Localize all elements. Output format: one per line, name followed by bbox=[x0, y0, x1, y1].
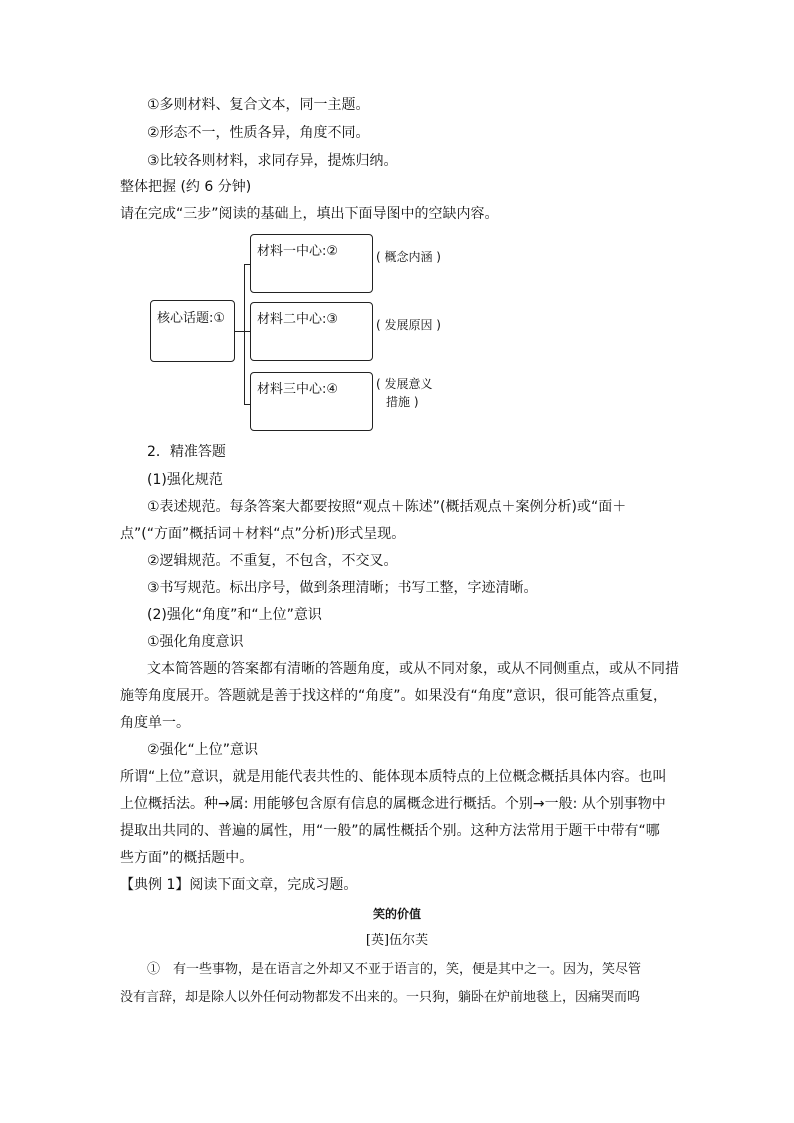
section2-p1-line1: ①表述规范。每条答案大都要按照“观点＋陈述”(概括观点＋案例分析)或“面＋ bbox=[147, 499, 627, 515]
intro-point-3: ③比较各则材料，求同存异，提炼归纳。 bbox=[147, 153, 398, 169]
article-author: [英]伍尔芙 bbox=[365, 933, 429, 948]
angle-line1: 文本简答题的答案都有清晰的答题角度，或从不同对象，或从不同侧重点，或从不同措 bbox=[147, 661, 679, 677]
material-1-note: ( 概念内涵 ) bbox=[376, 250, 441, 264]
upper-title: ②强化“上位”意识 bbox=[147, 742, 259, 758]
material-3-note-line2: 措施 ) bbox=[386, 395, 419, 409]
overall-instruction: 请在完成“三步”阅读的基础上，填出下面导图中的空缺内容。 bbox=[120, 206, 499, 222]
material-3-note-line1: ( 发展意义 bbox=[376, 377, 433, 391]
core-topic-label: 核心话题:① bbox=[157, 311, 226, 326]
connector-core bbox=[235, 331, 244, 332]
upper-line4: 些方面”的概括题中。 bbox=[120, 850, 254, 866]
material-2-box bbox=[250, 302, 373, 361]
overall-title: 整体把握 (约 6 分钟) bbox=[120, 179, 252, 195]
material-3-box bbox=[250, 372, 373, 431]
article-line2: 没有言辞，却是除人以外任何动物都发不出来的。一只狗，躺卧在炉前地毯上，因痛哭而呜 bbox=[120, 990, 641, 1005]
angle-line2: 施等角度展开。答题就是善于找这样的“角度”。如果没有“角度”意识，很可能答点重复， bbox=[120, 688, 668, 704]
upper-line1: 所谓“上位”意识，就是用能代表共性的、能体现本质特点的上位概念概括具体内容。也叫 bbox=[120, 769, 667, 785]
article-line1: ① 有一些事物，是在语言之外却又不亚于语言的，笑，便是其中之一。因为，笑尽管 bbox=[147, 962, 642, 977]
section2-p2: ②逻辑规范。不重复，不包含，不交叉。 bbox=[147, 553, 398, 569]
material-2-label: 材料二中心:③ bbox=[257, 312, 339, 327]
section2-sub2: (2)强化“角度”和“上位”意识 bbox=[147, 607, 322, 623]
material-3-label: 材料三中心:④ bbox=[257, 382, 339, 397]
core-topic-box bbox=[150, 300, 235, 362]
section2-sub1: (1)强化规范 bbox=[147, 472, 223, 488]
upper-line3: 提取出共同的、普遍的属性，用“一般”的属性概括个别。这种方法常用于题干中带有“哪 bbox=[120, 823, 660, 839]
material-1-label: 材料一中心:② bbox=[257, 244, 339, 259]
section2-heading: 2．精准答题 bbox=[147, 444, 226, 460]
section2-p1-line2: 点”(“方面”概括词＋材料“点”分析)形式呈现。 bbox=[120, 526, 406, 542]
article-title: 笑的价值 bbox=[372, 907, 421, 921]
material-2-note: ( 发展原因 ) bbox=[376, 318, 441, 332]
intro-point-2: ②形态不一，性质各异，角度不同。 bbox=[147, 125, 370, 141]
upper-line2: 上位概括法。种→属: 用能够包含原有信息的属概念进行概括。个别→一般: 从个别事物中 bbox=[120, 796, 666, 812]
intro-point-1: ①多则材料、复合文本，同一主题。 bbox=[147, 97, 370, 113]
connector-trunk bbox=[244, 264, 245, 404]
angle-line3: 角度单一。 bbox=[120, 715, 190, 731]
material-1-box bbox=[250, 234, 373, 293]
angle-title: ①强化角度意识 bbox=[147, 634, 244, 650]
example-label: 【典例 1】阅读下面文章，完成习题。 bbox=[120, 877, 358, 893]
section2-p3: ③书写规范。标出序号，做到条理清晰；书写工整，字迹清晰。 bbox=[147, 580, 538, 596]
